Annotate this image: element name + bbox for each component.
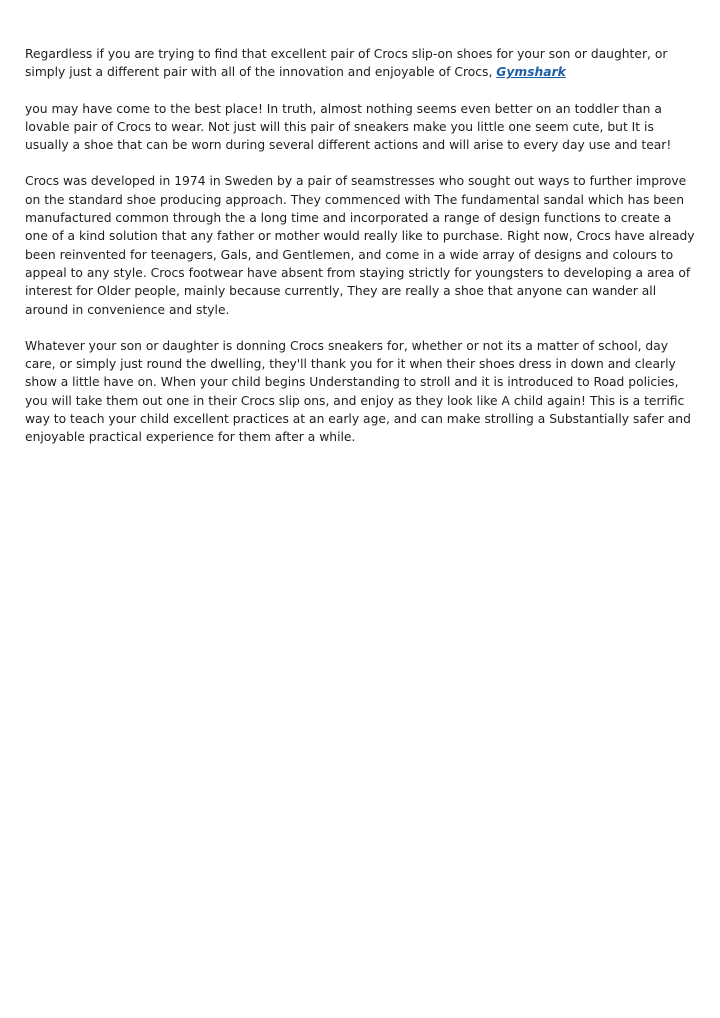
paragraph-intro — [25, 45, 697, 82]
paragraph-best-place — [25, 100, 697, 155]
paragraph-closing-text: Whatever your son or daughter is donning Crocs sneakers for, whether or not its a matter of school, day care, or simply just round the dwelling, they'll thank you for it when their shoes dress in down and clearly show a little have on. When your child begins Understanding to stroll and it is introduced to Road policies, you will take them out one in their Crocs slip ons, and enjoy as they look like A child again! This is a terrific way to teach your child excellent practices at an early age, and can make strolling a Substantially safer and enjoyable practical experience for them after a while. — [25, 338, 691, 445]
paragraph-best-place-text: you may have come to the best place! In truth, almost nothing seems even better on an toddler than a lovable pair of Crocs to wear. Not just will this pair of sneakers make you little one seem cute, but It is usually a shoe that can be worn during several different actions and will arise to every day use and tear! — [25, 101, 672, 153]
gymshark-link[interactable]: Gymshark — [496, 65, 566, 80]
paragraph-history-text: Crocs was developed in 1974 in Sweden by a pair of seamstresses who sought out ways to further improve on the standard shoe producing approach. They commenced with The fundamental sandal which has been manufactured common through the a long time and incorporated a range of design functions to create a one of a kind solution that any father or mother would really like to purchase. Right now, Crocs have already been reinvented for teenagers, Gals, and Gentlemen, and come in a wide array of designs and colours to appeal to any style. Crocs footwear have absent from staying strictly for youngsters to developing a area of interest for Older people, mainly because currently, They are really a shoe that anyone can wander all around in convenience and style. — [25, 174, 695, 317]
paragraph-history — [25, 172, 697, 318]
paragraph-intro-text: Regardless if you are trying to find that excellent pair of Crocs slip-on shoes for your son or daughter, or simply just a different pair with all of the innovation and enjoyable of Crocs, — [25, 47, 668, 80]
document-body — [25, 45, 697, 465]
paragraph-closing — [25, 337, 697, 447]
